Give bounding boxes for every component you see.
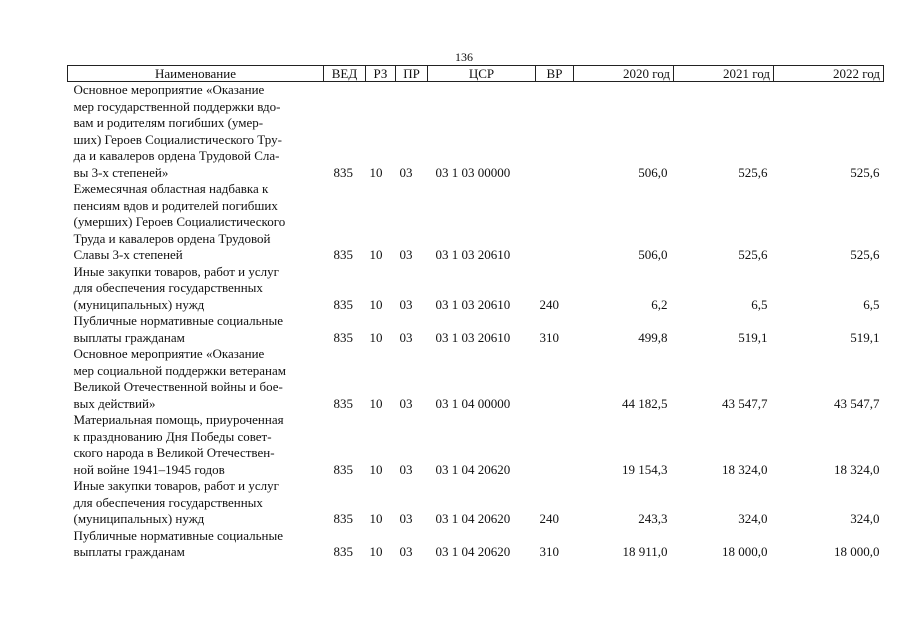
row-amount-2021: 6,5 xyxy=(751,296,768,312)
row-vr xyxy=(536,412,574,478)
row-rz: 10 xyxy=(369,395,383,411)
row-name-line: (умерших) Героев Социалистического xyxy=(73,214,286,229)
row-rz: 10 xyxy=(369,511,383,526)
row-name xyxy=(68,181,324,264)
row-vr xyxy=(536,181,574,264)
row-vr xyxy=(536,346,574,412)
row-amount-2021: 43 547,7 xyxy=(722,395,768,411)
row-amount-2020: 506,0 xyxy=(638,164,668,180)
row-amount-2021: 18 000,0 xyxy=(722,544,768,559)
header-vr: ВР xyxy=(536,66,574,82)
row-name-line: мер социальной поддержки ветеранам xyxy=(73,362,286,378)
row-vr xyxy=(536,82,574,182)
row-amount-2020: 6,2 xyxy=(651,296,668,312)
row-name-line: Публичные нормативные социальные xyxy=(73,313,283,328)
row-pr: 03 xyxy=(399,164,413,180)
row-vr: 310 xyxy=(539,544,559,559)
header-rz: РЗ xyxy=(366,66,396,82)
row-pr: 03 xyxy=(399,247,413,262)
row-name xyxy=(68,528,324,561)
header-ved: ВЕД xyxy=(324,66,366,82)
row-name-line: выплаты гражданам xyxy=(73,544,185,559)
row-amount-2022: 519,1 xyxy=(850,329,880,345)
row-rz: 10 xyxy=(369,247,383,262)
row-csr: 03 1 03 20610 xyxy=(435,247,511,262)
row-rz: 10 xyxy=(369,461,383,477)
row-ved: 835 xyxy=(333,544,353,559)
header-pr: ПР xyxy=(396,66,428,82)
header-name: Наименование xyxy=(68,66,324,82)
row-amount-2020: 44 182,5 xyxy=(622,395,668,411)
row-name-line: мер государственной поддержки вдо- xyxy=(73,98,281,114)
row-amount-2020: 18 911,0 xyxy=(622,544,668,559)
row-amount-2021: 324,0 xyxy=(738,511,768,526)
header-year-2020: 2020 год xyxy=(574,66,674,82)
row-pr: 03 xyxy=(399,395,413,411)
row-amount-2021: 18 324,0 xyxy=(722,461,768,477)
page-number: 136 xyxy=(455,50,473,64)
row-amount-2022: 525,6 xyxy=(850,164,880,180)
row-pr: 03 xyxy=(399,544,413,559)
header-csr: ЦСР xyxy=(428,66,536,82)
row-name-line: Ежемесячная областная надбавка к xyxy=(73,181,269,196)
row-name xyxy=(68,412,324,478)
row-vr: 240 xyxy=(539,511,559,526)
row-name-line: ной войне 1941–1945 годов xyxy=(73,461,225,477)
header-year-2021: 2021 год xyxy=(674,66,774,82)
row-pr: 03 xyxy=(399,461,413,477)
row-vr: 310 xyxy=(539,329,559,345)
row-name-line: ших) Героев Социалистического Тру- xyxy=(73,131,282,147)
row-name-line: Основное мероприятие «Оказание xyxy=(73,346,265,361)
row-amount-2021: 525,6 xyxy=(738,247,768,262)
row-amount-2022: 18 000,0 xyxy=(834,544,880,559)
row-amount-2022: 324,0 xyxy=(850,511,880,526)
row-name-line: Труда и кавалеров ордена Трудовой xyxy=(73,230,271,246)
row-name-line: (муниципальных) нужд xyxy=(73,296,205,312)
table-row xyxy=(68,264,884,314)
row-amount-2020: 506,0 xyxy=(638,247,668,262)
row-csr: 03 1 04 20620 xyxy=(435,511,511,526)
row-ved: 835 xyxy=(333,164,353,180)
row-amount-2022: 6,5 xyxy=(863,296,880,312)
row-csr: 03 1 03 20610 xyxy=(435,329,511,345)
row-csr: 03 1 04 20620 xyxy=(435,544,511,559)
table-row xyxy=(68,181,884,264)
row-csr: 03 1 04 00000 xyxy=(435,395,511,411)
row-vr: 240 xyxy=(539,296,559,312)
row-name-line: пенсиям вдов и родителей погибших xyxy=(73,197,278,213)
budget-table xyxy=(67,65,884,561)
row-amount-2022: 18 324,0 xyxy=(834,461,880,477)
table-header-row xyxy=(68,66,884,82)
row-ved: 835 xyxy=(333,461,353,477)
row-name-line: да и кавалеров ордена Трудовой Сла- xyxy=(73,148,280,163)
row-ved: 835 xyxy=(333,296,353,312)
row-name-line: Славы 3-х степеней xyxy=(73,247,183,262)
row-ved: 835 xyxy=(333,511,353,526)
row-rz: 10 xyxy=(369,329,383,345)
row-ved: 835 xyxy=(333,395,353,411)
table-row xyxy=(68,346,884,412)
row-amount-2020: 243,3 xyxy=(638,511,668,526)
row-pr: 03 xyxy=(399,296,413,312)
row-name xyxy=(68,346,324,412)
row-name-line: Публичные нормативные социальные xyxy=(73,527,283,543)
row-name-line: для обеспечения государственных xyxy=(73,280,263,295)
table-row xyxy=(68,528,884,561)
row-name-line: Великой Отечественной войны и бое- xyxy=(73,379,283,394)
row-ved: 835 xyxy=(333,247,353,262)
row-name-line: (муниципальных) нужд xyxy=(73,511,205,526)
row-rz: 10 xyxy=(369,296,383,312)
row-amount-2021: 525,6 xyxy=(738,164,768,180)
header-year-2022: 2022 год xyxy=(774,66,884,82)
row-csr: 03 1 03 00000 xyxy=(435,164,511,180)
row-pr: 03 xyxy=(399,511,413,526)
row-csr: 03 1 04 20620 xyxy=(435,461,511,477)
row-name xyxy=(68,264,324,314)
row-pr: 03 xyxy=(399,329,413,345)
row-csr: 03 1 03 20610 xyxy=(435,296,511,312)
row-name-line: вых действий» xyxy=(73,395,156,411)
row-name-line: ского народа в Великой Отечествен- xyxy=(73,445,275,460)
row-name-line: Основное мероприятие «Оказание xyxy=(73,82,265,97)
row-name-line: выплаты гражданам xyxy=(73,329,185,345)
row-rz: 10 xyxy=(369,164,383,180)
row-amount-2022: 43 547,7 xyxy=(834,395,880,411)
table-row xyxy=(68,478,884,528)
row-name xyxy=(68,478,324,528)
row-ved: 835 xyxy=(333,329,353,345)
table-row xyxy=(68,313,884,346)
row-rz: 10 xyxy=(369,544,383,559)
row-name-line: к празднованию Дня Победы совет- xyxy=(73,428,272,444)
table-row xyxy=(68,82,884,182)
row-name-line: Иные закупки товаров, работ и услуг xyxy=(73,478,279,493)
row-name-line: вам и родителям погибших (умер- xyxy=(73,115,264,130)
row-amount-2020: 499,8 xyxy=(638,329,668,345)
row-amount-2020: 19 154,3 xyxy=(622,461,668,477)
row-name-line: Материальная помощь, приуроченная xyxy=(73,412,284,427)
table-row xyxy=(68,412,884,478)
row-name xyxy=(68,313,324,346)
row-name xyxy=(68,82,324,182)
row-amount-2021: 519,1 xyxy=(738,329,768,345)
row-name-line: для обеспечения государственных xyxy=(73,494,263,510)
table-body xyxy=(68,82,884,561)
row-name-line: Иные закупки товаров, работ и услуг xyxy=(73,263,279,279)
row-amount-2022: 525,6 xyxy=(850,247,880,262)
row-name-line: вы 3-х степеней» xyxy=(73,164,169,180)
